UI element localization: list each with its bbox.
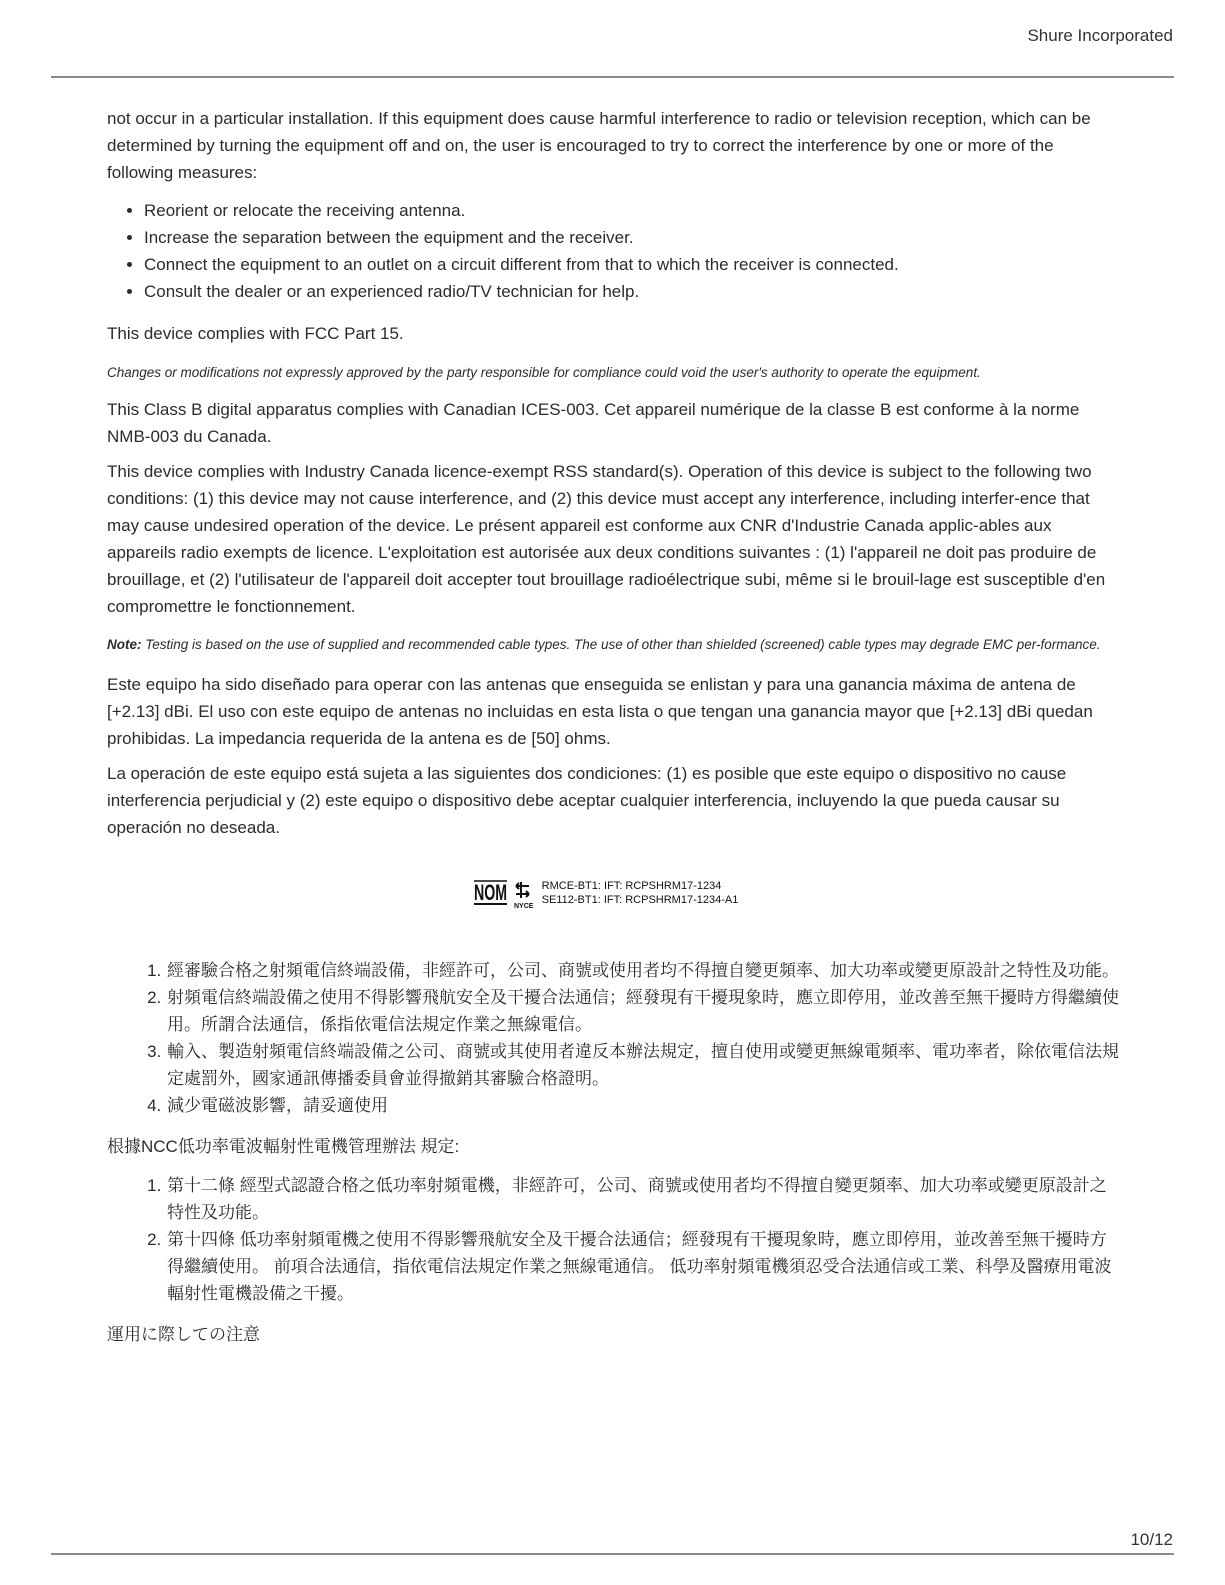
intro-paragraph: not occur in a particular installation. If this equipment does cause harmful interference to radio or television reception, which can be determined by turning the equipment off and on, the user is encouraged to try to correct the interference by one or more of the following measures: [107,109,1091,182]
nom-ift-codes [542,879,739,907]
changes-warning: Changes or modifications not expressly approved by the party responsible for compliance could void the user's authority to operate the equipment. [107,365,981,380]
list-item: • Increase the separation between the equipment and the receiver. [144,224,1119,251]
japan-heading: 運用に際しての注意 [107,1325,260,1344]
mexico-antenna-statement: Este equipo ha sido diseñado para operar con las antenas que enseguida se enlistan y para una ganancia máxima de antena de [+2.13] dBi. El uso con este equipo de antenas no incluidas en esta lista o que tengan una ganancia mayor que [+2.13] dBi quedan prohibidas. La impedancia requerida de la antena es de [50] ohms. [107,675,1093,748]
nom-logo-text: NOM [473,880,507,905]
page-content [107,105,1119,1356]
page-number: 10/12 [1130,1530,1173,1549]
nom-code-line: RMCE-BT1: IFT: RCPSHRM17-1234 [541,880,722,892]
mexico-operation-statement: La operación de este equipo está sujeta a las siguientes dos condiciones: (1) es posible que este equipo o dispositivo no cause interferencia perjudicial y (2) este equipo o dispositivo debe aceptar cualquier interferencia, incluyendo la que pueda causar su operación no deseada. [107,764,1067,837]
interference-measures-list [107,197,1119,305]
nom-nyce-logo-icon [474,877,538,909]
list-item: • Consult the dealer or an experienced radio/TV technician for help. [144,278,1119,305]
list-item: 4. 減少電磁波影響，請妥適使用 [166,1092,1119,1119]
list-item: • Reorient or relocate the receiving antenna. [144,197,1119,224]
note-label: Note: [107,637,142,652]
ncc-heading: 根據NCC低功率電波輻射性電機管理辦法 規定: [107,1137,460,1156]
fcc-statement: This device complies with FCC Part 15. [107,324,404,343]
list-item: 1. 第十二條 經型式認證合格之低功率射頻電機，非經許可，公司、商號或使用者均不得擅自變更頻率、加大功率或變更原設計之特性及功能。 [166,1172,1119,1226]
nom-code-line: SE112-BT1: IFT: RCPSHRM17-1234-A1 [541,894,739,906]
taiwan-regulation-list [107,957,1119,1119]
list-item: 2. 第十四條 低功率射頻電機之使用不得影響飛航安全及干擾合法通信；經發現有干擾現象時，應立即停用，並改善至無干擾時方得繼續使用。 前項合法通信，指依電信法規定作業之無線電通信。 低功率射頻電機須忍受合法通信或工業、科學及醫療用電波輻射性電機設備之干擾。 [166,1226,1119,1307]
list-item: 1. 經審驗合格之射頻電信終端設備，非經許可，公司、商號或使用者均不得擅自變更頻率、加大功率或變更原設計之特性及功能。 [166,957,1119,984]
emc-note [107,634,1119,655]
header-company-name: Shure Incorporated [1027,26,1173,45]
note-text: Testing is based on the use of supplied and recommended cable types. The use of other than shielded (screened) cable types may degrade EMC per-formance. [141,637,1101,652]
ices-statement: This Class B digital apparatus complies with Canadian ICES-003. Cet appareil numérique de la classe B est conforme à la norme NMB-003 du Canada. [107,400,1080,446]
industry-canada-statement: This device complies with Industry Canada licence-exempt RSS standard(s). Operation of this device is subject to the following two conditions: (1) this device may not cause interference, and (2) this device must accept any interference, including interfer-ence that may cause undesired operation of the device. Le présent appareil est conforme aux CNR d'Industrie Canada applic-ables aux appareils radio exempts de licence. L'exploitation est autorisée aux deux conditions suivantes : (1) l'appareil ne doit pas produire de brouillage, et (2) l'utilisateur de l'appareil doit accepter tout brouillage radioélectrique subi, même si le brouil-lage est susceptible d'en compromettre le fonctionnement. [107,462,1106,616]
list-item: 2. 射頻電信終端設備之使用不得影響飛航安全及干擾合法通信；經發現有干擾現象時，應立即停用，並改善至無干擾時方得繼續使用。所謂合法通信，係指依電信法規定作業之無線電信。 [166,984,1119,1038]
ncc-regulation-list [107,1172,1119,1307]
header-divider [51,76,1174,78]
nyce-logo-text: NYCE [513,903,534,909]
nom-logo [474,877,538,909]
nom-certification [93,875,1119,911]
list-item: 3. 輸入、製造射頻電信終端設備之公司、商號或其使用者違反本辦法規定，擅自使用或變更無線電頻率、電功率者，除依電信法規定處罰外，國家通訊傳播委員會並得撤銷其審驗合格證明。 [166,1038,1119,1092]
list-item: • Connect the equipment to an outlet on a circuit different from that to which the receiver is connected. [144,251,1119,278]
footer-divider [51,1553,1174,1555]
